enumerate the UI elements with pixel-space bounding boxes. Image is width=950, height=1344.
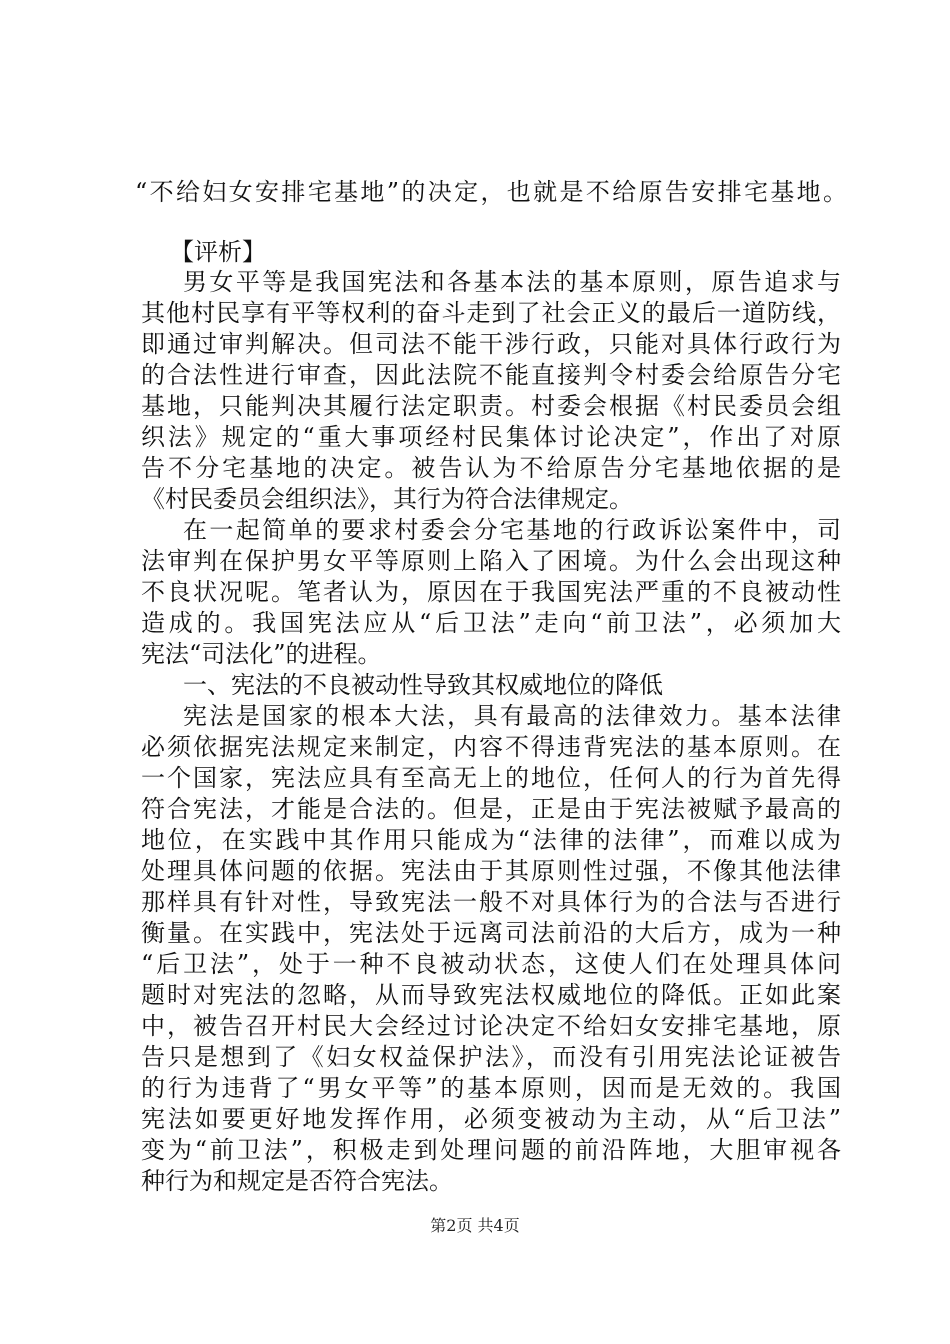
paragraph-line: 不良状况呢。笔者认为，原因在于我国宪法严重的不良被动性 [141, 578, 841, 606]
paragraph-line: 宪法是国家的根本大法，具有最高的法律效力。基本法律 [183, 702, 841, 730]
paragraph-line: 衡量。在实践中，宪法处于远离司法前沿的大后方，成为一种 [141, 919, 841, 947]
page-number-footer: 第2页 共4页 [430, 1216, 520, 1235]
paragraph-line: 地位，在实践中其作用只能成为“法律的法律”，而难以成为 [141, 826, 841, 854]
paragraph-line: 种行为和规定是否符合宪法。 [141, 1167, 453, 1195]
paragraph-line: 告不分宅基地的决定。被告认为不给原告分宅基地依据的是 [141, 454, 841, 482]
paragraph-line: 中，被告召开村民大会经过讨论决定不给妇女安排宅基地，原 [141, 1012, 841, 1040]
paragraph-line: 的行为违背了“男女平等”的基本原则，因而是无效的。我国 [141, 1074, 841, 1102]
paragraph-line: 在一起简单的要求村委会分宅基地的行政诉讼案件中，司 [183, 516, 841, 544]
paragraph-line: 那样具有针对性，导致宪法一般不对具体行为的合法与否进行 [141, 888, 841, 916]
paragraph-line: 织法》规定的“重大事项经村民集体讨论决定”，作出了对原 [141, 423, 841, 451]
paragraph-line: 即通过审判解决。但司法不能干涉行政，只能对具体行政行为 [141, 330, 841, 358]
paragraph-line: 基地，只能判决其履行法定职责。村委会根据《村民委员会组 [141, 392, 841, 420]
paragraph-line: 处理具体问题的依据。宪法由于其原则性过强，不像其他法律 [141, 857, 841, 885]
paragraph-line: 告只是想到了《妇女权益保护法》，而没有引用宪法论证被告 [141, 1043, 841, 1071]
paragraph-line: 一个国家，宪法应具有至高无上的地位，任何人的行为首先得 [141, 764, 841, 792]
paragraph-line: 男女平等是我国宪法和各基本法的基本原则，原告追求与 [183, 268, 841, 296]
intro-line: “不给妇女安排宅基地”的决定，也就是不给原告安排宅基地。 [135, 178, 847, 206]
paragraph-line: 必须依据宪法规定来制定，内容不得违背宪法的基本原则。在 [141, 733, 841, 761]
paragraph-line: 题时对宪法的忽略，从而导致宪法权威地位的降低。正如此案 [141, 981, 841, 1009]
paragraph-line: “后卫法”，处于一种不良被动状态，这使人们在处理具体问 [141, 950, 841, 978]
paragraph-line: 法审判在保护男女平等原则上陷入了困境。为什么会出现这种 [141, 547, 841, 575]
paragraph-line: 其他村民享有平等权利的奋斗走到了社会正义的最后一道防线， [141, 299, 841, 327]
paragraph-line: 变为“前卫法”，积极走到处理问题的前沿阵地，大胆审视各 [141, 1136, 841, 1164]
paragraph-line: 的合法性进行审查，因此法院不能直接判令村委会给原告分宅 [141, 361, 841, 389]
section-heading: 【评析】 [170, 238, 266, 266]
subheading: 一、宪法的不良被动性导致其权威地位的降低 [183, 671, 663, 699]
paragraph-line: 符合宪法，才能是合法的。但是，正是由于宪法被赋予最高的 [141, 795, 841, 823]
paragraph-line: 宪法“司法化”的进程。 [141, 640, 382, 668]
paragraph-line: 造成的。我国宪法应从“后卫法”走向“前卫法”，必须加大 [141, 609, 841, 637]
paragraph-line: 《村民委员会组织法》，其行为符合法律规定。 [141, 485, 633, 513]
paragraph-line: 宪法如要更好地发挥作用，必须变被动为主动，从“后卫法” [141, 1105, 841, 1133]
